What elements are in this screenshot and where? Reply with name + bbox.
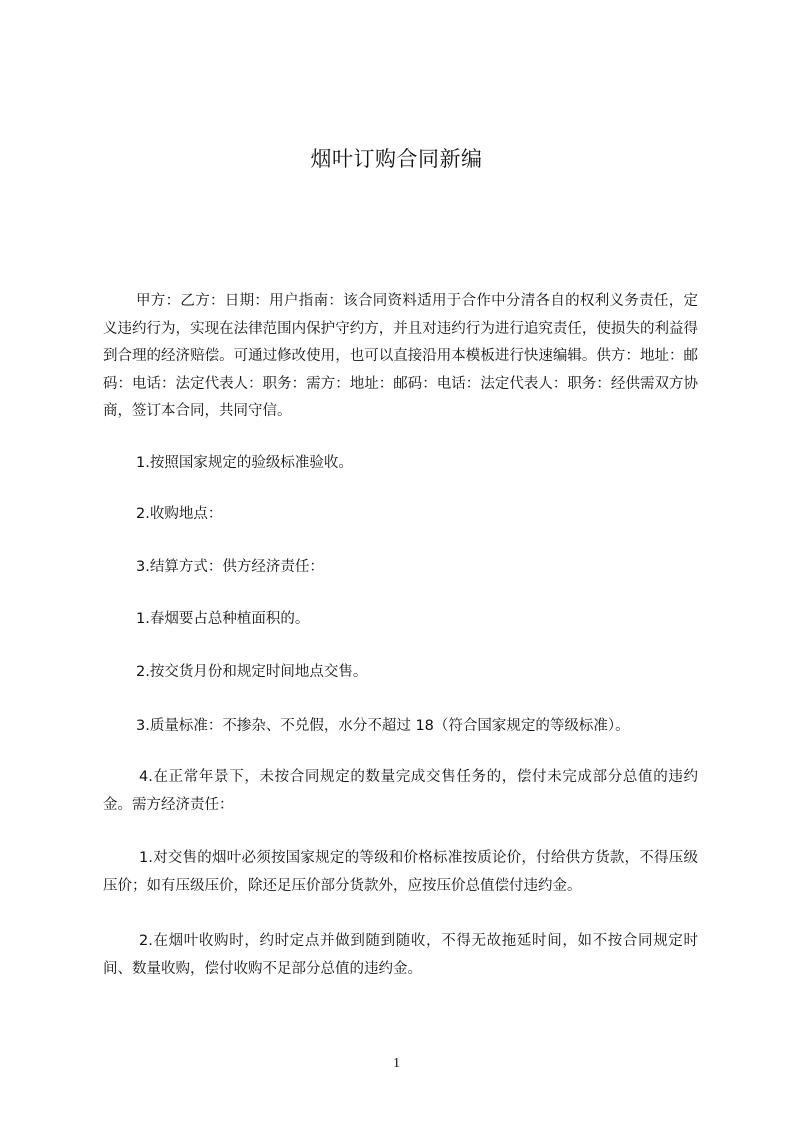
clause-item: 2.在烟叶收购时，约时定点并做到随到随收，不得无故拖延时间，如不按合同规定时间、数量收购，偿付收购不足部分总值的违约金。 [103, 933, 698, 977]
clause-item: 1.春烟要占总种植面积的。 [136, 611, 310, 627]
clause-item: 1.按照国家规定的验级标准验收。 [136, 455, 353, 471]
clause-item: 1.对交售的烟叶必须按国家规定的等级和价格标准按质论价，付给供方货款，不得压级压价；如有压级压价，除还足压价部分货款外，应按压价总值偿付违约金。 [103, 850, 698, 894]
clause-item: 4.在正常年景下，未按合同规定的数量完成交售任务的，偿付未完成部分总值的违约金。需方经济责任： [103, 769, 698, 813]
page-number: 1 [393, 1056, 400, 1071]
clause-item: 3.结算方式：供方经济责任： [136, 559, 324, 575]
clause-item: 2.按交货月份和规定时间地点交售。 [136, 664, 368, 680]
clause-item: 2.收购地点： [136, 506, 223, 522]
clause-item: 3.质量标准：不掺杂、不兑假，水分不超过 18（符合国家规定的等级标准）。 [136, 718, 630, 734]
page-title: 烟叶订购合同新编 [310, 147, 483, 171]
intro-paragraph: 甲方：乙方：日期：用户指南：该合同资料适用于合作中分清各自的权利义务责任，定义违约行为，实现在法律范围内保护守约方，并且对违约行为进行追究责任，使损失的利益得到合理的经济赔偿。可通过修改使用，也可以直接沿用本模板进行快速编辑。供方：地址：邮码：电话：法定代表人：职务：需方：地址：邮码：电话：法定代表人：职务：经供需双方协商，签订本合同，共同守信。 [103, 293, 698, 420]
